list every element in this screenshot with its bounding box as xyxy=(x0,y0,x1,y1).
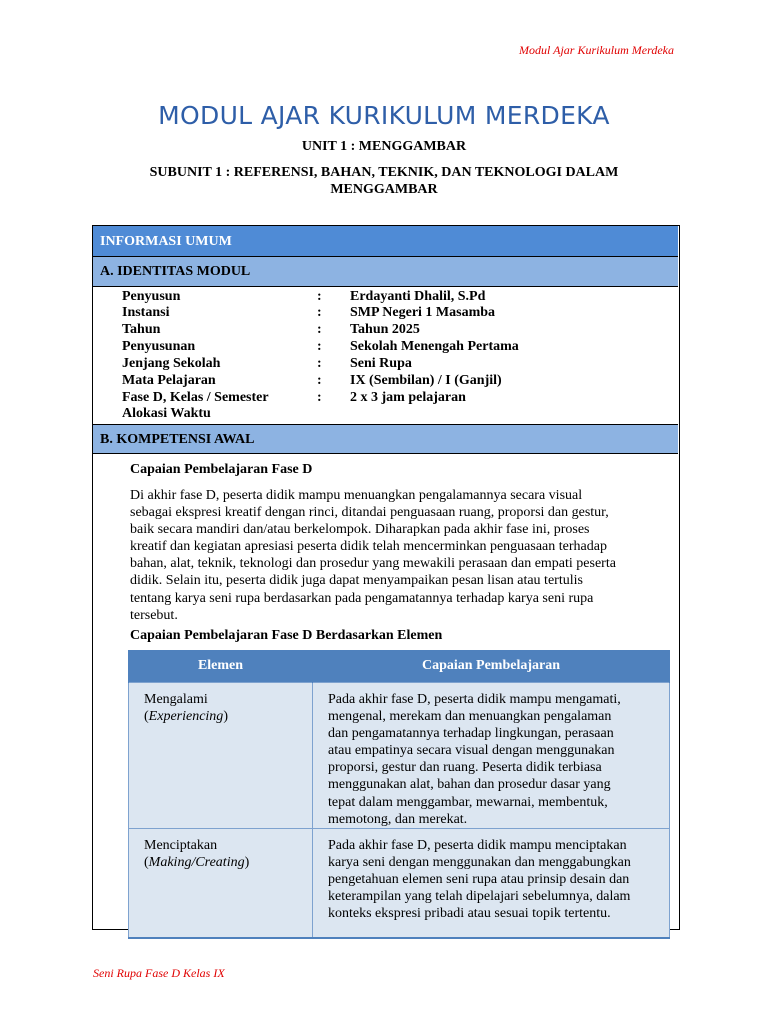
cell-line: Pada akhir fase D, peserta didik mampu menciptakan xyxy=(328,837,627,853)
identity-colon: : xyxy=(317,289,322,304)
identity-label: Penyusun xyxy=(122,289,181,304)
paragraph-line: baik secara mandiri dan/atau berkelompok. Diharapkan pada akhir fase ini, proses xyxy=(130,522,590,538)
table-row xyxy=(129,683,670,829)
identity-value: Tahun 2025 xyxy=(350,322,420,337)
cell-line: proporsi, gestur dan ruang. Peserta didik terbiasa xyxy=(328,760,602,776)
identity-label: Penyusunan xyxy=(122,339,196,354)
cell-line: keterampilan yang telah dipelajari sebelumnya, dalam xyxy=(328,889,631,905)
column-header-capaian: Capaian Pembelajaran xyxy=(313,650,670,683)
identity-value: Sekolah Menengah Pertama xyxy=(350,339,519,354)
identity-value: 2 x 3 jam pelajaran xyxy=(350,390,466,405)
identity-label: Fase D, Kelas / Semester xyxy=(122,390,269,405)
paragraph-line: didik. Selain itu, peserta didik juga dapat menyampaikan pesan lisan atau tertulis xyxy=(130,573,583,589)
elemen-name-en-text: Making/Creating xyxy=(148,854,245,870)
table-header-row xyxy=(129,650,670,683)
elemen-cell xyxy=(129,828,313,938)
running-footer: Seni Rupa Fase D Kelas IX xyxy=(93,966,225,980)
paragraph-line: tersebut. xyxy=(130,607,178,623)
paragraph-line: bahan, alat, teknik, teknologi dan prosedur yang mewakili perasaan dan empati peserta xyxy=(130,556,616,572)
identity-colon: : xyxy=(317,322,322,337)
identity-colon: : xyxy=(317,339,322,354)
elemen-cell xyxy=(129,683,313,829)
cell-line: pengetahuan elemen seni rupa atau prinsip desain dan xyxy=(328,871,630,887)
elemen-name: Mengalami xyxy=(144,692,208,707)
elemen-name-en: (Making/Creating) xyxy=(144,854,250,870)
paragraph-line: tentang karya seni rupa berdasarkan pada pengamatannya terhadap karya seni rupa xyxy=(130,590,594,606)
identity-value: SMP Negeri 1 Masamba xyxy=(350,305,496,320)
paragraph-line: kreatif dan kegiatan apresiasi peserta didik telah mencerminkan penguasaan terhadap xyxy=(130,539,607,555)
cell-line: tepat dalam menggambar, mewarnai, membentuk, xyxy=(328,794,608,810)
cell-line: mengenal, merekam dan menuangkan pengalaman xyxy=(328,709,612,725)
identity-colon: : xyxy=(317,305,322,320)
column-header-elemen: Elemen xyxy=(129,650,313,683)
capaian-cell xyxy=(313,683,670,829)
cell-line: menggunakan alat, bahan dan prosedur dasar yang xyxy=(328,777,611,793)
elemen-table xyxy=(128,650,670,939)
identity-colon: : xyxy=(317,390,322,405)
identity-colon: : xyxy=(317,356,322,371)
identity-value: IX (Sembilan) / I (Ganjil) xyxy=(350,373,502,388)
identity-colon: : xyxy=(317,373,322,388)
cell-line: dan pengamatannya terhadap lingkungan, perasaan xyxy=(328,726,614,742)
cell-line: atau empatinya secara visual dengan menggunakan xyxy=(328,743,615,759)
paragraph-line: Di akhir fase D, peserta didik mampu menuangkan pengalamannya secara visual xyxy=(130,488,583,503)
running-header: Modul Ajar Kurikulum Merdeka xyxy=(519,43,674,57)
section-kompetensi-awal: B. KOMPETENSI AWAL xyxy=(93,424,678,454)
cell-line: karya seni dengan menggunakan dan menggabungkan xyxy=(328,854,631,870)
identity-label: Alokasi Waktu xyxy=(122,406,211,421)
document-title: MODUL AJAR KURIKULUM MERDEKA xyxy=(158,101,610,130)
subunit-heading: SUBUNIT 1 : REFERENSI, BAHAN, TEKNIK, DAN TEKNOLOGI DALAM MENGGAMBAR xyxy=(149,165,619,197)
identity-label: Instansi xyxy=(122,305,170,320)
identity-label: Jenjang Sekolah xyxy=(122,356,221,371)
capaian-title: Capaian Pembelajaran Fase D xyxy=(130,462,313,477)
elemen-title: Capaian Pembelajaran Fase D Berdasarkan Elemen xyxy=(130,628,443,643)
capaian-cell xyxy=(313,828,670,938)
elemen-name: Menciptakan xyxy=(144,837,218,853)
table-row xyxy=(129,828,670,938)
elemen-name-en: (Experiencing) xyxy=(144,709,228,725)
identity-label: Mata Pelajaran xyxy=(122,373,216,388)
cell-line: Pada akhir fase D, peserta didik mampu mengamati, xyxy=(328,692,621,707)
identity-value: Seni Rupa xyxy=(350,356,412,371)
section-identitas-modul: A. IDENTITAS MODUL xyxy=(93,257,678,287)
identity-value: Erdayanti Dhalil, S.Pd xyxy=(350,289,486,304)
elemen-name-en-text: Experiencing xyxy=(148,709,224,725)
identity-label: Tahun xyxy=(122,322,161,337)
unit-heading: UNIT 1 : MENGGAMBAR xyxy=(301,139,467,154)
section-informasi-umum: INFORMASI UMUM xyxy=(93,226,678,257)
capaian-paragraph xyxy=(130,487,672,624)
paragraph-line: sebagai ekspresi kreatif dengan rinci, ditandai penguasaan ruang, proporsi dan gestur, xyxy=(130,505,609,521)
cell-line: konteks ekspresi pribadi atau sesuai topik tertentu. xyxy=(328,906,611,922)
cell-line: memotong, dan merekat. xyxy=(328,811,468,827)
